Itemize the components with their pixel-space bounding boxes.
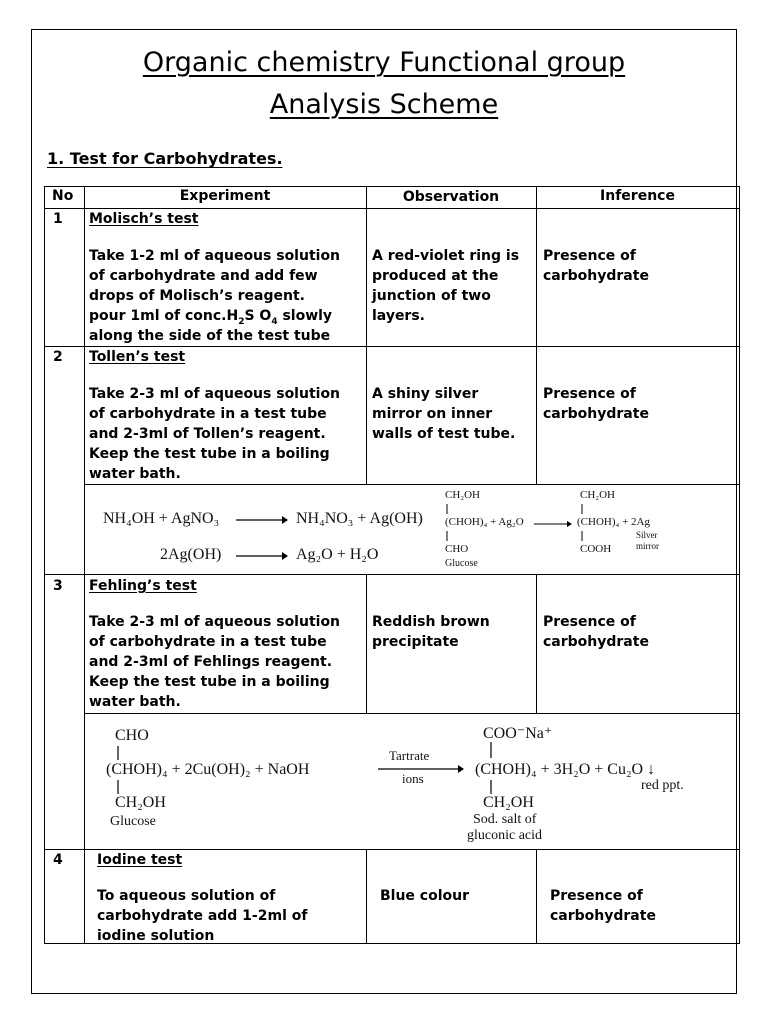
observation-line: walls of test tube. (372, 426, 516, 442)
bond-line (117, 746, 121, 762)
glucose-label: Glucose (445, 558, 478, 569)
experiment-line: of carbohydrate in a test tube (89, 406, 327, 422)
arrow-bottom-label: ions (402, 771, 424, 786)
mirror-label: mirror (636, 541, 659, 551)
experiment-line: Take 2-3 ml of aqueous solution (89, 386, 341, 402)
experiment-line: Keep the test tube in a boiling (89, 446, 330, 462)
header-inference: Inference (600, 188, 675, 204)
inference-line: Presence of (543, 248, 636, 264)
experiment-line: water bath. (89, 694, 181, 710)
gluconic-acid-label: gluconic acid (467, 828, 543, 843)
bond-line (490, 742, 494, 760)
eq1-right: NH₄NO₃ + Ag(OH) (296, 510, 423, 527)
observation-line: layers. (372, 308, 425, 324)
observation-line: A shiny silver (372, 386, 479, 402)
product-bottom: COOH (580, 543, 612, 555)
glucose-mid: (CHOH)₄ + Ag₂O (445, 516, 524, 528)
glucose-top: CH₂OH (445, 489, 481, 501)
experiment-line: Take 1-2 ml of aqueous solution (89, 248, 341, 264)
bond-line (581, 531, 585, 543)
observation-line: mirror on inner (372, 406, 493, 422)
observation-line: A red-violet ring is (372, 248, 520, 264)
arrow-top-label: Tartrate (389, 748, 430, 763)
left-bottom: CH₂OH (115, 794, 166, 811)
row-number: 4 (53, 852, 63, 868)
test-name: Tollen’s test (89, 349, 186, 365)
page-title-line-1: Organic chemistry Functional group (142, 47, 626, 78)
product-top: CH₂OH (580, 489, 616, 501)
experiment-line: and 2-3ml of Tollen’s reagent. (89, 426, 326, 442)
row-number: 3 (53, 578, 63, 594)
observation-line: Reddish brown (372, 614, 490, 630)
inference-line: Presence of (543, 386, 636, 402)
experiment-line: water bath. (89, 466, 181, 482)
left-mid: (CHOH)₄ + 2Cu(OH)₂ + NaOH (106, 761, 310, 778)
header-observation: Observation (402, 189, 500, 205)
reaction-arrow-icon (236, 550, 288, 562)
test-name: Fehling’s test (89, 578, 197, 594)
observation-line: Blue colour (380, 888, 470, 904)
experiment-line: Take 2-3 ml of aqueous solution (89, 614, 341, 630)
eq1-left: NH₄OH + AgNO₃ (103, 510, 220, 527)
experiment-line: carbohydrate add 1-2ml of (97, 908, 308, 924)
eq2-left: 2Ag(OH) (160, 546, 222, 563)
observation-line: produced at the (372, 268, 499, 284)
row-number: 1 (53, 211, 63, 227)
reaction-arrow-icon (534, 519, 572, 529)
experiment-line: of carbohydrate and add few (89, 268, 318, 284)
test-name: Molisch’s test (89, 211, 199, 227)
observation-line: junction of two (372, 288, 491, 304)
inference-line: Presence of (550, 888, 643, 904)
right-mid: (CHOH)₄ + 3H₂O + Cu₂O ↓ (475, 761, 656, 778)
test-name: Iodine test (97, 852, 183, 868)
section-heading: 1. Test for Carbohydrates. (47, 149, 283, 168)
experiment-line: of carbohydrate in a test tube (89, 634, 327, 650)
product-mid: (CHOH)₄ + 2Ag (577, 516, 650, 528)
page-title-line-2: Analysis Scheme (269, 89, 499, 120)
experiment-line: drops of Molisch’s reagent. (89, 288, 305, 304)
red-ppt-label: red ppt. (641, 778, 684, 793)
inference-line: carbohydrate (543, 634, 649, 650)
sodium-salt-label: Sod. salt of (473, 812, 537, 827)
right-top: COO⁻Na⁺ (483, 725, 553, 742)
bond-line (581, 504, 585, 516)
experiment-line: and 2-3ml of Fehlings reagent. (89, 654, 333, 670)
right-bottom: CH₂OH (483, 794, 534, 811)
header-experiment: Experiment (179, 188, 271, 204)
glucose-bottom: CHO (445, 543, 469, 555)
reaction-arrow-icon (236, 514, 288, 526)
inference-line: carbohydrate (550, 908, 656, 924)
row-number: 2 (53, 349, 63, 365)
bond-line (446, 531, 450, 543)
header-no: No (52, 188, 74, 204)
eq2-right: Ag₂O + H₂O (296, 546, 379, 563)
silver-label: Silver (636, 530, 658, 540)
experiment-line: along the side of the test tube (89, 328, 331, 344)
left-top: CHO (115, 727, 149, 744)
inference-line: Presence of (543, 614, 636, 630)
bond-line (446, 504, 450, 516)
inference-line: carbohydrate (543, 406, 649, 422)
inference-line: carbohydrate (543, 268, 649, 284)
experiment-line: Keep the test tube in a boiling (89, 674, 330, 690)
observation-line: precipitate (372, 634, 459, 650)
experiment-line: To aqueous solution of (97, 888, 276, 904)
experiment-line-h2so4: pour 1ml of $conc.H_2S$ $O_4$ slowly (89, 308, 333, 327)
glucose-label: Glucose (110, 814, 156, 829)
experiment-line: iodine solution (97, 928, 215, 944)
